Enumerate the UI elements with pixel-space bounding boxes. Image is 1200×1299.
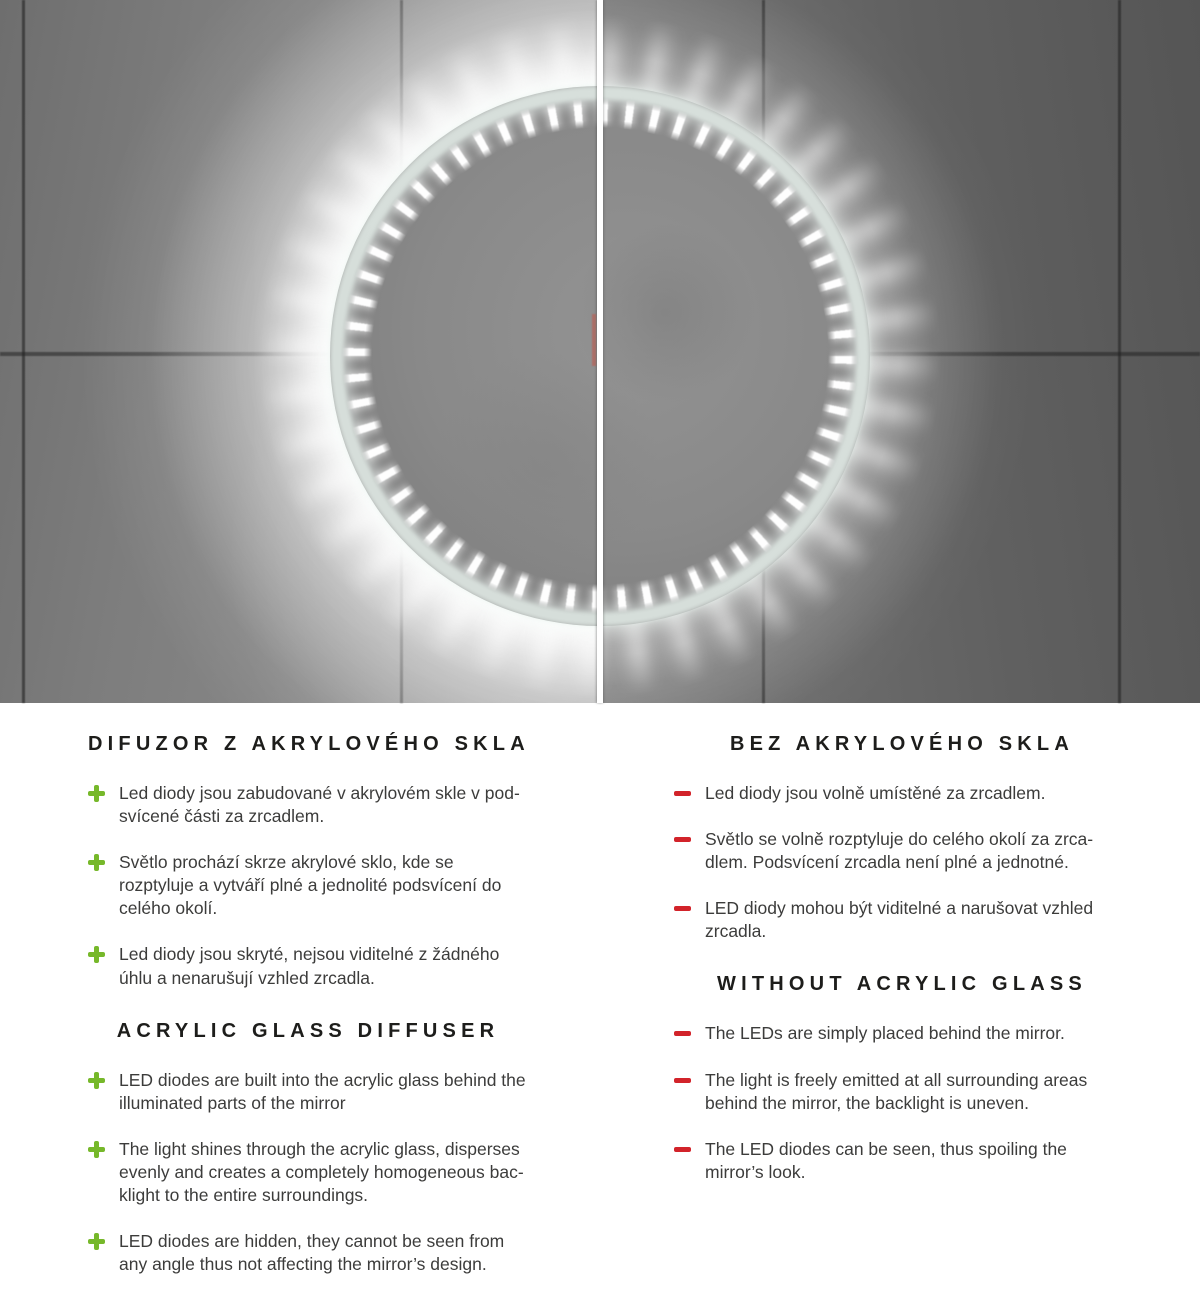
- minus-icon: [674, 1025, 691, 1042]
- drawback-text: The LED diodes can be seen, thus spoiling the mirror’s look.: [705, 1138, 1067, 1182]
- drawback-item: [674, 782, 1130, 805]
- drawback-item: [674, 1069, 1130, 1115]
- drawbacks-list-czech: [674, 782, 1130, 943]
- heading-czech-diffuser: DIFUZOR Z AKRYLOVÉHO SKLA: [88, 733, 530, 755]
- drawback-item: [674, 897, 1130, 943]
- benefit-text: Led diody jsou zabudované v akrylovém skle v pod-svícené části za zrcadlem.: [119, 783, 520, 827]
- benefit-item: [88, 851, 528, 920]
- benefit-text: LED diodes are hidden, they cannot be seen from any angle thus not affecting the mirror’s design.: [119, 1231, 505, 1275]
- drawback-text: The light is freely emitted at all surrounding areas behind the mirror, the backlight is uneven.: [705, 1069, 1088, 1113]
- drawback-item: [674, 1138, 1130, 1184]
- drawback-item: [674, 828, 1130, 874]
- heading-english-diffuser: ACRYLIC GLASS DIFFUSER: [116, 1019, 500, 1042]
- benefits-list-czech: [88, 782, 528, 990]
- minus-icon: [674, 1072, 691, 1089]
- benefit-text: Světlo prochází skrze akrylové sklo, kde se rozptyluje a vytváří plné a jednolité podsvícení do celého okolí.: [119, 852, 502, 919]
- no-diffuser-column: [674, 733, 1130, 1299]
- red-reflection-mark: [592, 314, 596, 366]
- heading-czech-no-diffuser: BEZ AKRYLOVÉHO SKLA: [730, 733, 1074, 755]
- minus-icon: [674, 785, 691, 802]
- plus-icon: [88, 1233, 105, 1250]
- benefit-text: LED diodes are built into the acrylic glass behind the illuminated parts of the mirror: [119, 1069, 526, 1113]
- drawback-text: Světlo se volně rozptyluje do celého okolí za zrca-dlem. Podsvícení zrcadla není plné a jednotné.: [705, 829, 1094, 873]
- comparison-text: [0, 703, 1200, 1299]
- drawbacks-list-english: [674, 1022, 1130, 1183]
- benefits-list-english: [88, 1069, 528, 1277]
- benefit-item: [88, 1230, 528, 1276]
- minus-icon: [674, 831, 691, 848]
- diffuser-column: [88, 733, 528, 1299]
- minus-icon: [674, 1141, 691, 1158]
- drawback-text: The LEDs are simply placed behind the mirror.: [705, 1023, 1065, 1044]
- plus-icon: [88, 946, 105, 963]
- drawback-text: Led diody jsou volně umístěné za zrcadlem.: [705, 783, 1046, 803]
- benefit-text: The light shines through the acrylic glass, disperses evenly and creates a completely homogeneous bac-klight to the entire surroundings.: [119, 1138, 524, 1206]
- split-divider: [597, 0, 603, 703]
- plus-icon: [88, 1141, 105, 1158]
- heading-english-no-diffuser: WITHOUT ACRYLIC GLASS: [717, 973, 1087, 996]
- plus-icon: [88, 785, 105, 802]
- benefit-item: [88, 1138, 528, 1207]
- minus-icon: [674, 900, 691, 917]
- benefit-item: [88, 1069, 528, 1115]
- photo-right-half-exposed: [600, 0, 1200, 703]
- drawback-text: LED diody mohou být viditelné a narušovat vzhled zrcadla.: [705, 898, 1094, 942]
- plus-icon: [88, 854, 105, 871]
- drawback-item: [674, 1022, 1130, 1045]
- benefit-item: [88, 782, 528, 828]
- plus-icon: [88, 1072, 105, 1089]
- benefit-text: Led diody jsou skryté, nejsou viditelné z žádného úhlu a nenarušují vzhled zrcadla.: [119, 944, 500, 988]
- benefit-item: [88, 943, 528, 989]
